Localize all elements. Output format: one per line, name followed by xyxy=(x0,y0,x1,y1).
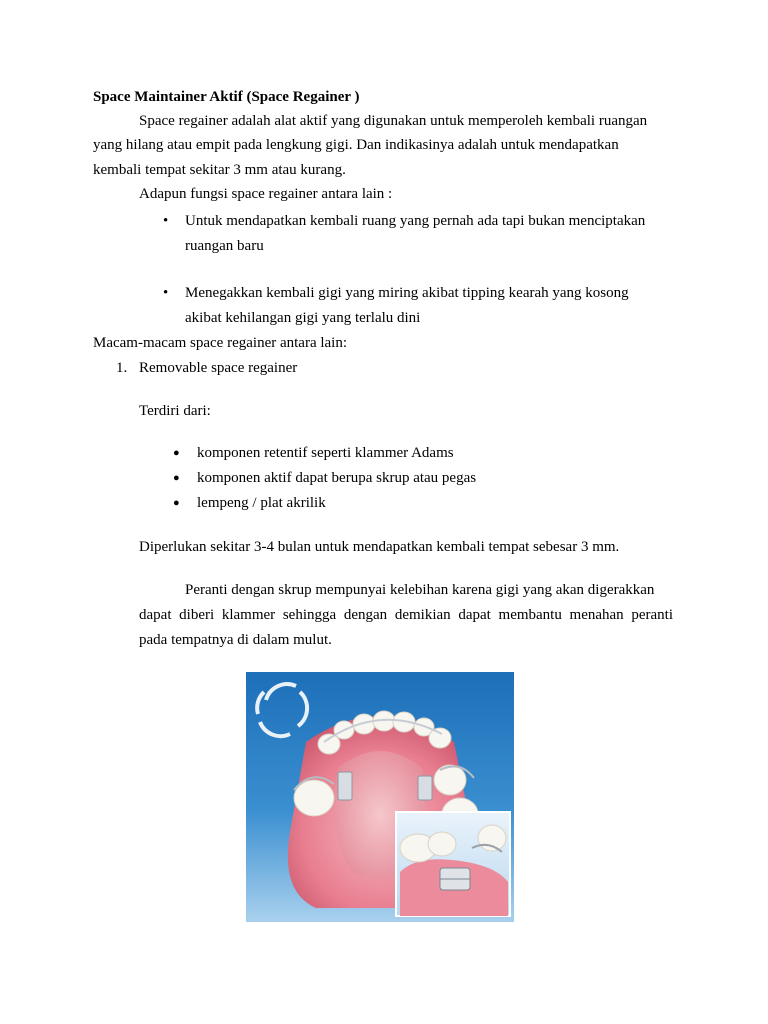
peranti-line-3: pada tempatnya di dalam mulut. xyxy=(139,632,332,648)
macam-heading: Macam-macam space regainer antara lain: xyxy=(93,335,348,351)
peranti-line-1: Peranti dengan skrup mempunyai kelebihan karena gigi yang akan digerakkan xyxy=(185,582,655,598)
bullet-icon: ● xyxy=(173,497,180,509)
durasi-paragraph: Diperlukan sekitar 3-4 bulan untuk mendapatkan kembali tempat sebesar 3 mm. xyxy=(139,539,620,555)
komponen-item-3: lempeng / plat akrilik xyxy=(197,495,326,511)
bullet-icon: • xyxy=(163,213,169,229)
fungsi-item-2-line-2: akibat kehilangan gigi yang terlalu dini xyxy=(185,310,421,326)
komponen-item-1: komponen retentif seperti klammer Adams xyxy=(197,445,454,461)
komponen-item-2: komponen aktif dapat berupa skrup atau pegas xyxy=(197,470,477,486)
terdiri-label: Terdiri dari: xyxy=(139,403,211,419)
intro-line-3: kembali tempat sekitar 3 mm atau kurang. xyxy=(93,162,346,178)
intro-line-1: Space regainer adalah alat aktif yang digunakan untuk memperoleh kembali ruangan xyxy=(139,113,648,129)
bullet-icon: ● xyxy=(173,472,180,484)
bullet-icon: ● xyxy=(173,447,180,459)
intro-line-2: yang hilang atau empit pada lengkung gigi. Dan indikasinya adalah untuk mendapatkan xyxy=(93,137,619,153)
item-1-label: Removable space regainer xyxy=(139,360,298,376)
item-1-number: 1. xyxy=(116,360,128,376)
fungsi-item-1-line-1: Untuk mendapatkan kembali ruang yang pernah ada tapi bukan menciptakan xyxy=(185,213,646,229)
fungsi-heading: Adapun fungsi space regainer antara lain : xyxy=(139,186,393,202)
close-up-inset xyxy=(396,812,510,916)
fungsi-item-1-line-2: ruangan baru xyxy=(185,238,264,254)
bullet-icon: • xyxy=(163,285,169,301)
fungsi-item-2-line-1: Menegakkan kembali gigi yang miring akibat tipping kearah yang kosong xyxy=(185,285,629,301)
peranti-line-2: dapat diberi klammer sehingga dengan demikian dapat membantu menahan peranti xyxy=(139,607,673,623)
space-regainer-photo xyxy=(246,672,514,922)
page-title: Space Maintainer Aktif (Space Regainer ) xyxy=(93,89,360,105)
